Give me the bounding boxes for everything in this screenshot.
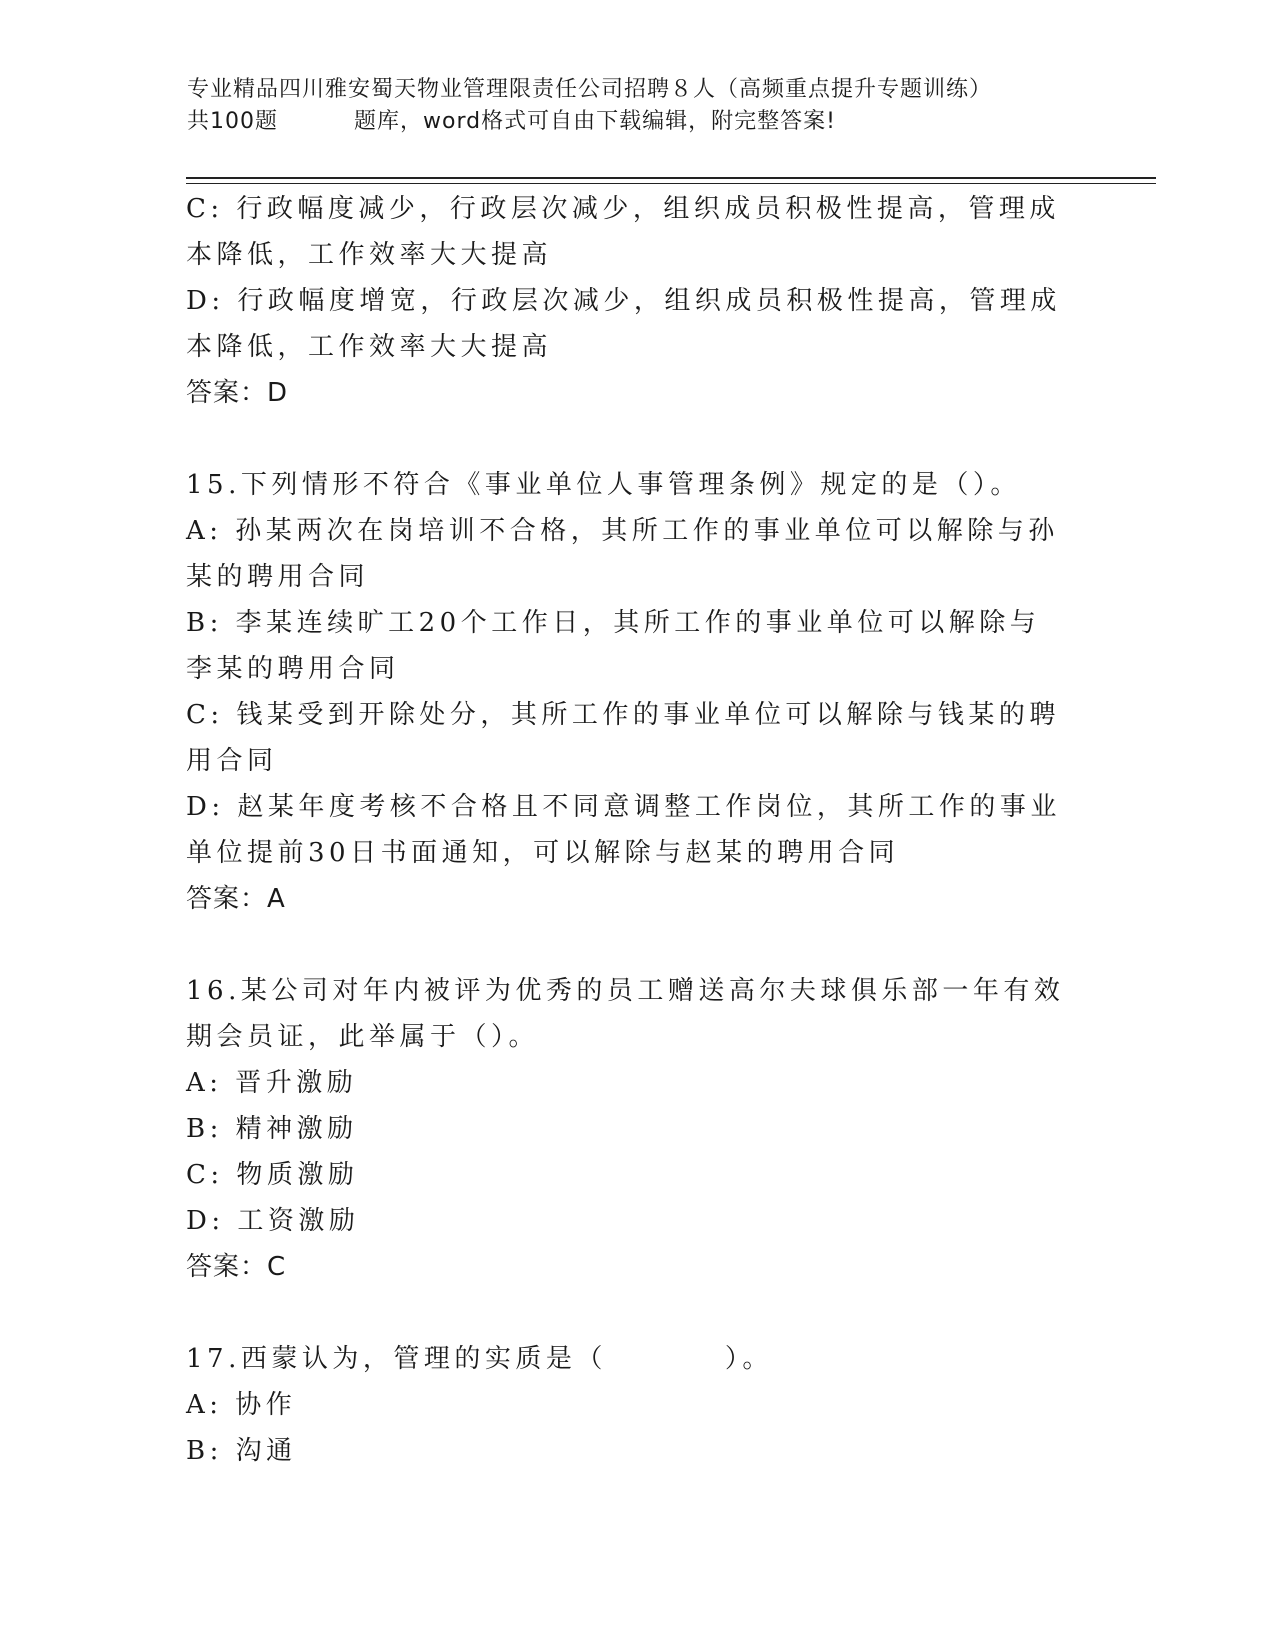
q14-answer: 答案：D bbox=[186, 378, 289, 408]
question-count: 共100题 bbox=[187, 109, 278, 134]
q17-stem-end: ）。 bbox=[724, 1344, 773, 1374]
q16-option-d: D: 工资激励 bbox=[186, 1206, 360, 1236]
q17-option-a: A: 协作 bbox=[186, 1390, 297, 1420]
q17-option-b: B: 沟通 bbox=[186, 1436, 297, 1466]
header-subtitle bbox=[187, 106, 1157, 138]
q16-option-c: C: 物质激励 bbox=[186, 1160, 359, 1190]
q15-option-b: B: 李某连续旷工20个工作日，其所工作的事业单位可以解除与李某的聘用合同 bbox=[186, 608, 1041, 684]
q16-answer: 答案：C bbox=[186, 1252, 287, 1282]
q15-option-c: C: 钱某受到开除处分，其所工作的事业单位可以解除与钱某的聘用合同 bbox=[186, 700, 1060, 776]
question-content bbox=[186, 186, 1066, 1474]
q16-option-a: A: 晋升激励 bbox=[186, 1068, 358, 1098]
q15-option-a: A: 孙某两次在岗培训不合格，其所工作的事业单位可以解除与孙某的聘用合同 bbox=[186, 516, 1059, 592]
q16-stem: 16.某公司对年内被评为优秀的员工赠送高尔夫球俱乐部一年有效期会员证，此举属于（）。 bbox=[186, 976, 1065, 1052]
q15-stem: 15.下列情形不符合《事业单位人事管理条例》规定的是（）。 bbox=[186, 470, 1021, 500]
document-header bbox=[187, 74, 1157, 138]
q16-option-b: B: 精神激励 bbox=[186, 1114, 358, 1144]
q15-option-d: D: 赵某年度考核不合格且不同意调整工作岗位，其所工作的事业单位提前30日书面通知，可以解除与赵某的聘用合同 bbox=[186, 792, 1061, 868]
header-title: 专业精品四川雅安蜀天物业管理限责任公司招聘８人（高频重点提升专题训练） bbox=[187, 77, 993, 102]
q17-stem-start: 17.西蒙认为，管理的实质是（ bbox=[186, 1344, 607, 1374]
q14-option-d: D: 行政幅度增宽，行政层次减少，组织成员积极性提高，管理成本降低，工作效率大大提高 bbox=[186, 286, 1061, 362]
header-divider-thin bbox=[186, 183, 1156, 184]
q14-option-c: C: 行政幅度减少，行政层次减少，组织成员积极性提高，管理成本降低，工作效率大大提高 bbox=[186, 194, 1060, 270]
q15-answer: 答案：A bbox=[186, 884, 286, 914]
header-description: 题库，word格式可自由下载编辑，附完整答案! bbox=[354, 109, 836, 134]
q17-stem bbox=[186, 1336, 1066, 1382]
header-divider-thick bbox=[186, 177, 1156, 179]
